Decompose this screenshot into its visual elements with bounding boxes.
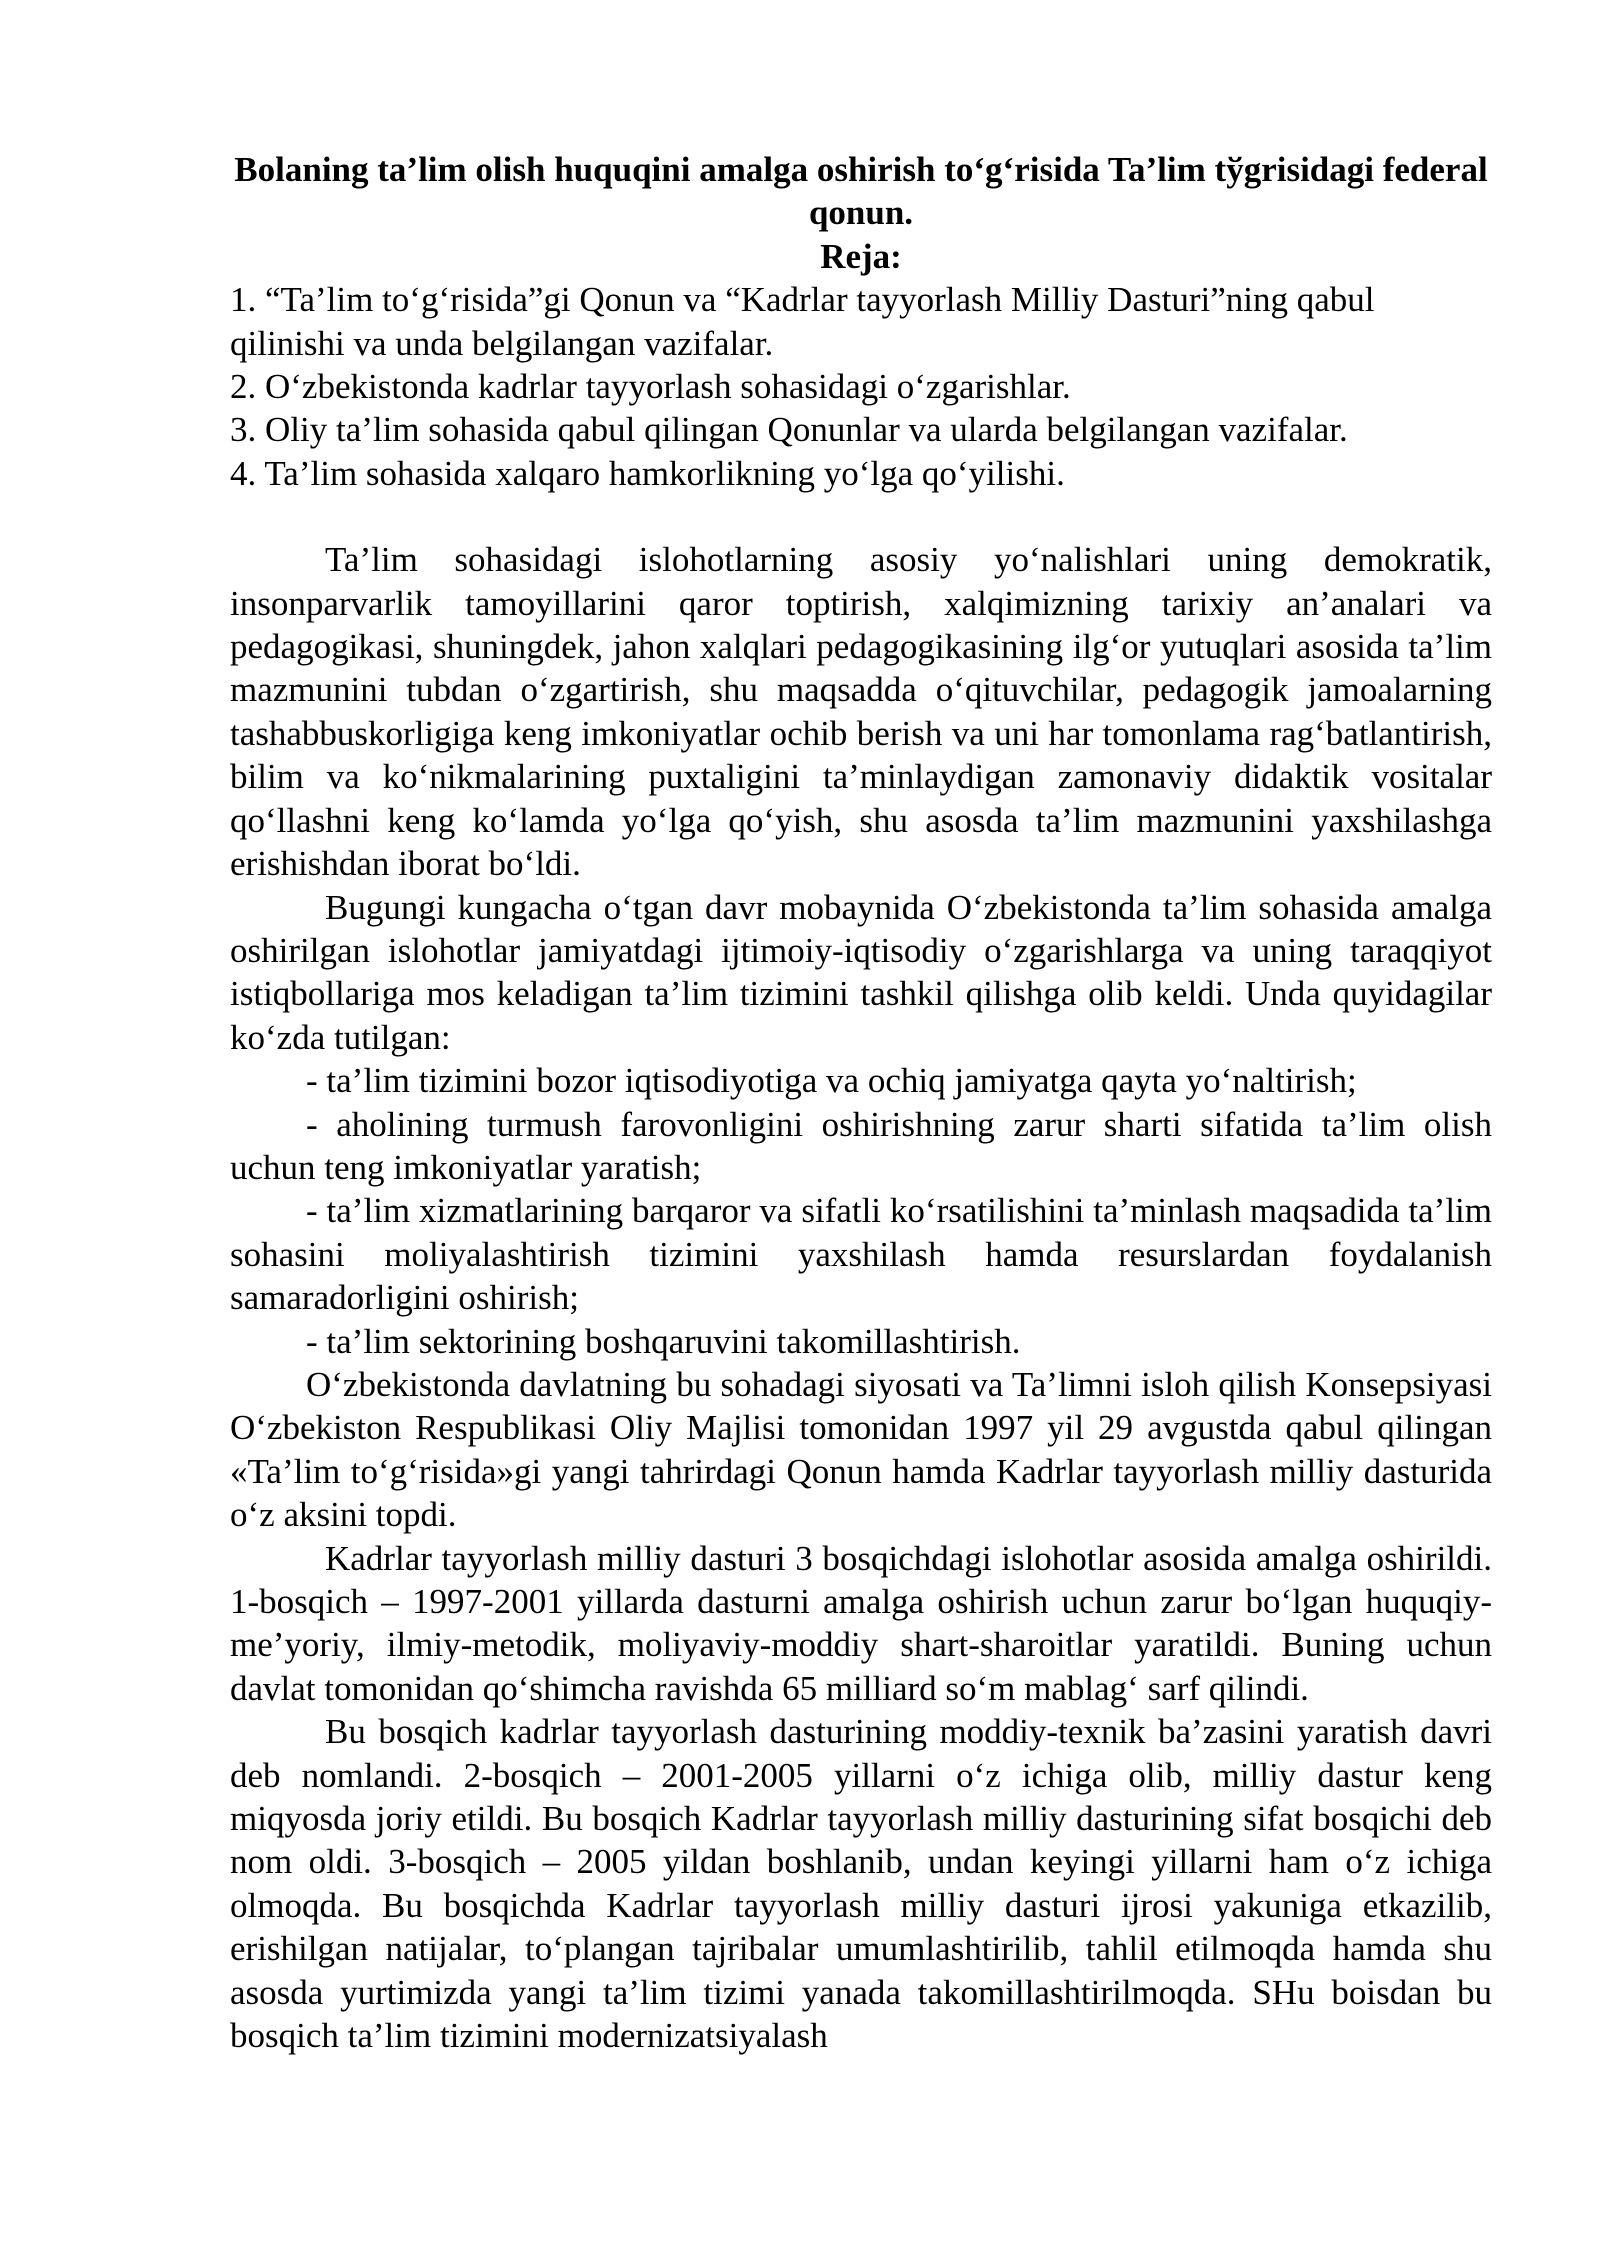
section-spacer bbox=[230, 495, 1492, 538]
plan-heading: Reja: bbox=[820, 236, 902, 276]
body-paragraph-3: O‘zbekistonda davlatning bu sohadagi siyosati va Ta’limni isloh qilish Konsepsiyasi O‘zbekiston Respublikasi Oliy Majlisi tomonidan 1997 yil 29 avgustda qabul qilingan «Ta’lim to‘g‘risida»gi yangi tahrirdagi Qonun hamda Kadrlar tayyorlash milliy dasturida o‘z aksini topdi. bbox=[230, 1364, 1492, 1535]
list-item-2: - aholining turmush farovonligini oshirishning zarur sharti sifatida ta’lim olish uchun teng imkoniyatlar yaratish; bbox=[230, 1104, 1492, 1187]
body-paragraph-1: Ta’lim sohasidagi islohotlarning asosiy yo‘nalishlari uning demokratik, insonparvarlik tamoyillarini qaror toptirish, xalqimizning tarixiy an’analari va pedagogikasi, shuningdek, jahon xalqlari pedagogikasining ilg‘or yutuqlari asosida ta’lim mazmunini tubdan o‘zgartirish, shu maqsadda o‘qituvchilar, pedagogik jamoalarning tashabbuskorligiga keng imkoniyatlar ochib berish va uni har tomonlama rag‘batlantirish, bilim va ko‘nikmalarining puxtaligini ta’minlaydigan zamonaviy didaktik vositalar qo‘llashni keng ko‘lamda yo‘lga qo‘yish, shu asosda ta’lim mazmunini yaxshilashga erishishdan iborat bo‘ldi. bbox=[230, 540, 1492, 884]
plan-item-3: 3. Oliy ta’lim sohasida qabul qilingan Qonunlar va ularda belgilangan vazifalar. bbox=[230, 410, 1348, 450]
body-paragraph-4: Kadrlar tayyorlash milliy dasturi 3 bosqichdagi islohotlar asosida amalga oshirildi. 1-bosqich – 1997-2001 yillarda dasturni amalga oshirish uchun zarur bo‘lgan huquqiy-me’yoriy, ilmiy-metodik, moliyaviy-moddiy shart-sharoitlar yaratildi. Buning uchun davlat tomonidan qo‘shimcha ravishda 65 milliard so‘m mablag‘ sarf qilindi. bbox=[230, 1538, 1492, 1708]
list-item-1: - ta’lim tizimini bozor iqtisodiyotiga va ochiq jamiyatga qayta yo‘naltirish; bbox=[306, 1061, 1357, 1101]
plan-item-4: 4. Ta’lim sohasida xalqaro hamkorlikning yo‘lga qo‘yilishi. bbox=[230, 453, 1065, 493]
list-item-4: - ta’lim sektorining boshqaruvini takomillashtirish. bbox=[306, 1321, 1021, 1361]
list-item-3: - ta’lim xizmatlarining barqaror va sifatli ko‘rsatilishini ta’minlash maqsadida ta’lim sohasini moliyalashtirish tizimini yaxshilash hamda resurslardan foydalanish samaradorligini oshirish; bbox=[230, 1191, 1492, 1318]
plan-item-1: 1. “Ta’lim to‘g‘risida”gi Qonun va “Kadrlar tayyorlash Milliy Dasturi”ning qabul qilinishi va unda belgilangan vazifalar. bbox=[230, 280, 1375, 363]
body-paragraph-2: Bugungi kungacha o‘tgan davr mobaynida O‘zbekistonda ta’lim sohasida amalga oshirilgan islohotlar jamiyatdagi ijtimoiy-iqtisodiy o‘zgarishlarga va uning taraqqiyot istiqbollariga mos keladigan ta’lim tizimini tashkil qilishga olib keldi. Unda quyidagilar ko‘zda tutilgan: bbox=[230, 887, 1492, 1057]
body-paragraph-5: Bu bosqich kadrlar tayyorlash dasturining moddiy-texnik ba’zasini yaratish davri deb nomlandi. 2-bosqich – 2001-2005 yillarni o‘z ichiga olib, milliy dastur keng miqyosda joriy etildi. Bu bosqich Kadrlar tayyorlash milliy dasturining sifat bosqichi deb nom oldi. 3-bosqich – 2005 yildan boshlanib, undan keyingi yillarni ham o‘z ichiga olmoqda. Bu bosqichda Kadrlar tayyorlash milliy dasturi ijrosi yakuniga etkazilib, erishilgan natijalar, to‘plangan tajribalar umumlashtirilib, tahlil etilmoqda hamda shu asosda yurtimizda yangi ta’lim tizimi yanada takomillashtirilmoqda. SHu boisdan bu bosqich ta’lim tizimini modernizatsiyalash bbox=[230, 1712, 1492, 2056]
document-page bbox=[230, 148, 1492, 2057]
document-title: Bolaning ta’lim olish huquqini amalga oshirish to‘g‘risida Ta’lim tўgrisidagi federal qonun. bbox=[234, 150, 1488, 233]
plan-item-2: 2. O‘zbekistonda kadrlar tayyorlash sohasidagi o‘zgarishlar. bbox=[230, 367, 1071, 407]
